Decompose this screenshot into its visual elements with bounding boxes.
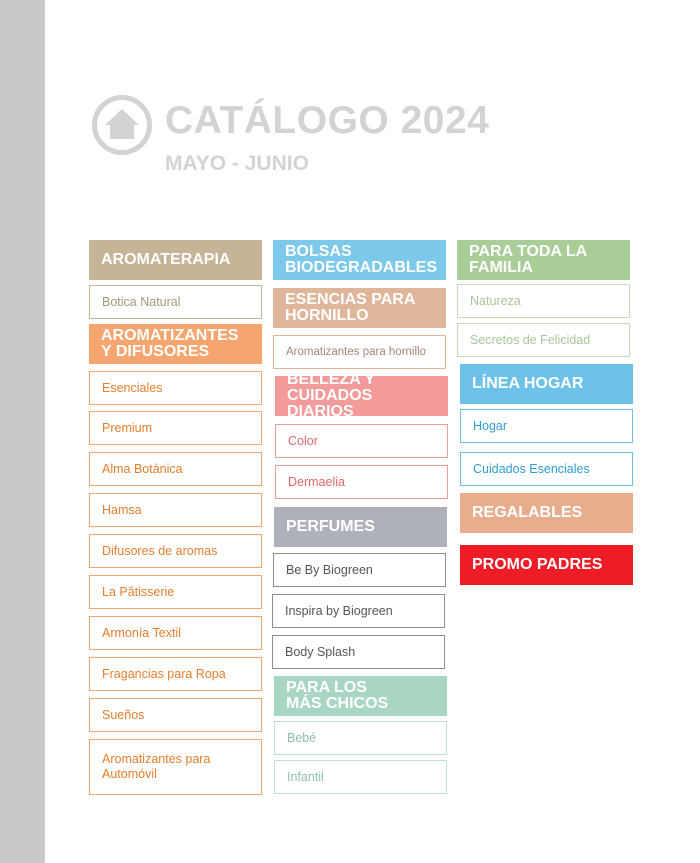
item-infantil[interactable]: Infantil (274, 760, 447, 794)
item-secretos-felicidad[interactable]: Secretos de Felicidad (457, 323, 630, 357)
item-hogar[interactable]: Hogar (460, 409, 633, 443)
item-be-by-biogreen[interactable]: Be By Biogreen (273, 553, 446, 587)
item-automovil[interactable]: Aromatizantes para Automóvil (89, 739, 262, 795)
home-icon[interactable] (91, 94, 153, 156)
section-promo-padres[interactable]: PROMO PADRES (460, 545, 633, 585)
item-alma-botanica[interactable]: Alma Botánica (89, 452, 262, 486)
page-title: CATÁLOGO 2024 (165, 99, 490, 142)
item-inspira-by-biogreen[interactable]: Inspira by Biogreen (272, 594, 445, 628)
section-familia[interactable]: PARA TODA LA FAMILIA (457, 240, 630, 280)
item-botica-natural[interactable]: Botica Natural (89, 285, 262, 319)
item-hamsa[interactable]: Hamsa (89, 493, 262, 527)
item-natureza[interactable]: Natureza (457, 284, 630, 318)
item-dermaelia[interactable]: Dermaelia (275, 465, 448, 499)
page-subtitle: MAYO - JUNIO (165, 152, 309, 175)
item-patisserie[interactable]: La Pâtisserie (89, 575, 262, 609)
section-aromaterapia[interactable]: AROMATERAPIA (89, 240, 262, 280)
item-armonia-textil[interactable]: Armonía Textil (89, 616, 262, 650)
item-suenos[interactable]: Sueños (89, 698, 262, 732)
section-bolsas[interactable]: BOLSAS BIODEGRADABLES (273, 240, 446, 280)
item-premium[interactable]: Premium (89, 411, 262, 445)
item-esenciales[interactable]: Esenciales (89, 371, 262, 405)
item-fragancias-ropa[interactable]: Fragancias para Ropa (89, 657, 262, 691)
section-aromatizantes[interactable]: AROMATIZANTES Y DIFUSORES (89, 324, 262, 364)
section-perfumes[interactable]: PERFUMES (274, 507, 447, 547)
section-esencias[interactable]: ESENCIAS PARA HORNILLO (273, 288, 446, 328)
item-bebe[interactable]: Bebé (274, 721, 447, 755)
side-bar (0, 0, 45, 863)
item-body-splash[interactable]: Body Splash (272, 635, 445, 669)
section-mas-chicos[interactable]: PARA LOS MÁS CHICOS (274, 676, 447, 716)
section-regalables[interactable]: REGALABLES (460, 493, 633, 533)
item-cuidados-esenciales[interactable]: Cuidados Esenciales (460, 452, 633, 486)
item-color[interactable]: Color (275, 424, 448, 458)
item-difusores[interactable]: Difusores de aromas (89, 534, 262, 568)
section-belleza[interactable]: BELLEZA Y CUIDADOS DIARIOS (275, 376, 448, 416)
item-aromatizantes-hornillo[interactable]: Aromatizantes para hornillo (273, 335, 446, 369)
section-linea-hogar[interactable]: LÍNEA HOGAR (460, 364, 633, 404)
